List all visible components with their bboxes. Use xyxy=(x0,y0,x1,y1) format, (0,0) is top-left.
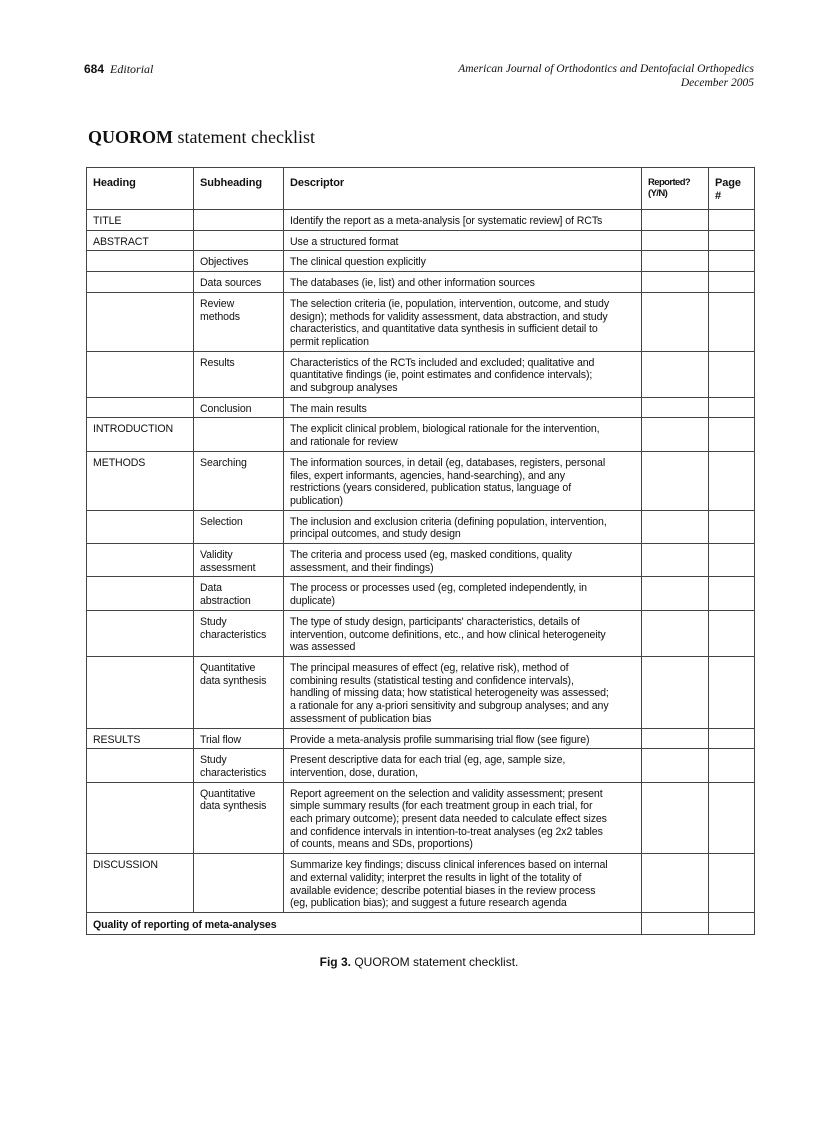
column-header: Page # xyxy=(709,168,755,210)
page-cell xyxy=(709,854,755,913)
descriptor-cell: Identify the report as a meta-analysis [or systematic review] of RCTs xyxy=(284,210,642,231)
reported-cell xyxy=(642,351,709,397)
subheading-cell: Searching xyxy=(194,451,284,510)
column-header: Descriptor xyxy=(284,168,642,210)
table-row xyxy=(87,510,755,543)
reported-cell xyxy=(642,854,709,913)
table-row xyxy=(87,544,755,577)
page-cell xyxy=(709,292,755,351)
table-row xyxy=(87,610,755,656)
descriptor-cell: The information sources, in detail (eg, databases, registers, personal files, expert informants, agencies, hand-searching), and any restrictions (years considered, publication status, language of publication) xyxy=(284,451,642,510)
descriptor-cell: Characteristics of the RCTs included and excluded; qualitative and quantitative findings (ie, point estimates and confidence intervals); and subgroup analyses xyxy=(284,351,642,397)
subheading-cell: Quantitative data synthesis xyxy=(194,782,284,854)
section-name: Editorial xyxy=(110,62,154,76)
heading-cell xyxy=(87,510,194,543)
page-number: 684 xyxy=(84,62,105,76)
heading-cell: INTRODUCTION xyxy=(87,418,194,451)
subheading-cell: Data sources xyxy=(194,272,284,293)
subheading-cell: Study characteristics xyxy=(194,610,284,656)
page-cell xyxy=(709,749,755,782)
heading-cell xyxy=(87,251,194,272)
heading-cell xyxy=(87,782,194,854)
subheading-cell xyxy=(194,230,284,251)
subheading-cell: Data abstraction xyxy=(194,577,284,610)
heading-cell: RESULTS xyxy=(87,728,194,749)
table-row xyxy=(87,292,755,351)
subheading-cell: Quantitative data synthesis xyxy=(194,656,284,728)
reported-cell xyxy=(642,230,709,251)
page-cell xyxy=(709,610,755,656)
reported-cell xyxy=(642,397,709,418)
reported-cell xyxy=(642,577,709,610)
reported-cell xyxy=(642,210,709,231)
table-row xyxy=(87,749,755,782)
reported-cell xyxy=(642,912,709,934)
column-header: Subheading xyxy=(194,168,284,210)
table-row xyxy=(87,272,755,293)
heading-cell xyxy=(87,610,194,656)
descriptor-cell: Summarize key findings; discuss clinical inferences based on internal and external validity; interpret the results in light of the totality of available evidence; describe potential biases in the review process (eg, publication bias); and suggest a future research agenda xyxy=(284,854,642,913)
subheading-cell: Review methods xyxy=(194,292,284,351)
heading-cell xyxy=(87,749,194,782)
footer-label: Quality of reporting of meta-analyses xyxy=(87,912,642,934)
heading-cell: DISCUSSION xyxy=(87,854,194,913)
descriptor-cell: Present descriptive data for each trial (eg, age, sample size, intervention, dose, duration, xyxy=(284,749,642,782)
descriptor-cell: The process or processes used (eg, completed independently, in duplicate) xyxy=(284,577,642,610)
descriptor-cell: The main results xyxy=(284,397,642,418)
reported-cell xyxy=(642,656,709,728)
title-bold: QUOROM xyxy=(88,127,173,147)
caption-label: Fig 3. xyxy=(319,955,351,969)
table-row xyxy=(87,577,755,610)
heading-cell xyxy=(87,351,194,397)
page-cell xyxy=(709,210,755,231)
heading-cell xyxy=(87,656,194,728)
title-rest: statement checklist xyxy=(173,127,315,147)
descriptor-cell: The type of study design, participants' characteristics, details of intervention, outcome definitions, etc., and how clinical heterogeneity was assessed xyxy=(284,610,642,656)
subheading-cell: Validity assessment xyxy=(194,544,284,577)
reported-cell xyxy=(642,418,709,451)
running-header-left xyxy=(84,62,153,77)
descriptor-cell: Provide a meta-analysis profile summarising trial flow (see figure) xyxy=(284,728,642,749)
reported-cell xyxy=(642,782,709,854)
page-cell xyxy=(709,912,755,934)
table-row xyxy=(87,418,755,451)
subheading-cell: Selection xyxy=(194,510,284,543)
descriptor-cell: The selection criteria (ie, population, intervention, outcome, and study design); methods for validity assessment, data abstraction, and study characteristics, and quantitative data synthesis in sufficient detail to permit replication xyxy=(284,292,642,351)
reported-cell xyxy=(642,272,709,293)
heading-cell xyxy=(87,577,194,610)
table-row xyxy=(87,210,755,231)
page-cell xyxy=(709,418,755,451)
reported-cell xyxy=(642,728,709,749)
table-row xyxy=(87,397,755,418)
page-cell xyxy=(709,656,755,728)
running-header-right xyxy=(458,62,754,90)
reported-cell xyxy=(642,510,709,543)
reported-cell xyxy=(642,451,709,510)
heading-cell: TITLE xyxy=(87,210,194,231)
page-cell xyxy=(709,230,755,251)
issue-date: December 2005 xyxy=(680,77,754,89)
page-cell xyxy=(709,351,755,397)
subheading-cell: Trial flow xyxy=(194,728,284,749)
page-cell xyxy=(709,782,755,854)
heading-cell xyxy=(87,397,194,418)
table-row xyxy=(87,351,755,397)
table-row xyxy=(87,728,755,749)
page-cell xyxy=(709,251,755,272)
subheading-cell: Conclusion xyxy=(194,397,284,418)
table-row xyxy=(87,854,755,913)
descriptor-cell: Report agreement on the selection and validity assessment; present simple summary results (for each treatment group in each trial, for each primary outcome); present data needed to calculate effect sizes and confidence intervals in intention-to-treat analyses (eg 2x2 tables of counts, means and SDs, proportions) xyxy=(284,782,642,854)
subheading-cell xyxy=(194,418,284,451)
reported-cell xyxy=(642,544,709,577)
reported-cell xyxy=(642,749,709,782)
caption-text: QUOROM statement checklist. xyxy=(350,955,519,969)
descriptor-cell: The inclusion and exclusion criteria (defining population, intervention, principal outcomes, and study design xyxy=(284,510,642,543)
descriptor-cell: The principal measures of effect (eg, relative risk), method of combining results (statistical testing and confidence intervals), handling of missing data; how statistical heterogeneity was assessed; a rationale for any a-priori sensitivity and subgroup analyses; and any assessment of publication bias xyxy=(284,656,642,728)
table-row xyxy=(87,230,755,251)
descriptor-cell: The criteria and process used (eg, masked conditions, quality assessment, and their findings) xyxy=(284,544,642,577)
checklist-table xyxy=(86,167,755,935)
page-title xyxy=(88,127,315,148)
subheading-cell: Objectives xyxy=(194,251,284,272)
table-row xyxy=(87,451,755,510)
descriptor-cell: The databases (ie, list) and other information sources xyxy=(284,272,642,293)
page-cell xyxy=(709,577,755,610)
reported-cell xyxy=(642,292,709,351)
journal-name: American Journal of Orthodontics and Dentofacial Orthopedics xyxy=(458,63,754,75)
page-cell xyxy=(709,451,755,510)
page-cell xyxy=(709,544,755,577)
page-cell xyxy=(709,272,755,293)
reported-cell xyxy=(642,251,709,272)
page-cell xyxy=(709,397,755,418)
page-cell xyxy=(709,510,755,543)
table-header-row xyxy=(87,168,755,210)
heading-cell xyxy=(87,272,194,293)
subheading-cell xyxy=(194,210,284,231)
subheading-cell: Results xyxy=(194,351,284,397)
page-cell xyxy=(709,728,755,749)
table-row xyxy=(87,782,755,854)
reported-cell xyxy=(642,610,709,656)
table-row xyxy=(87,251,755,272)
column-header: Reported? (Y/N) xyxy=(642,168,709,210)
column-header: Heading xyxy=(87,168,194,210)
descriptor-cell: The clinical question explicitly xyxy=(284,251,642,272)
heading-cell: METHODS xyxy=(87,451,194,510)
descriptor-cell: Use a structured format xyxy=(284,230,642,251)
subheading-cell xyxy=(194,854,284,913)
heading-cell xyxy=(87,292,194,351)
subheading-cell: Study characteristics xyxy=(194,749,284,782)
heading-cell: ABSTRACT xyxy=(87,230,194,251)
heading-cell xyxy=(87,544,194,577)
table-row xyxy=(87,656,755,728)
descriptor-cell: The explicit clinical problem, biological rationale for the intervention, and rationale for review xyxy=(284,418,642,451)
table-footer-row xyxy=(87,912,755,934)
figure-caption xyxy=(0,955,838,969)
